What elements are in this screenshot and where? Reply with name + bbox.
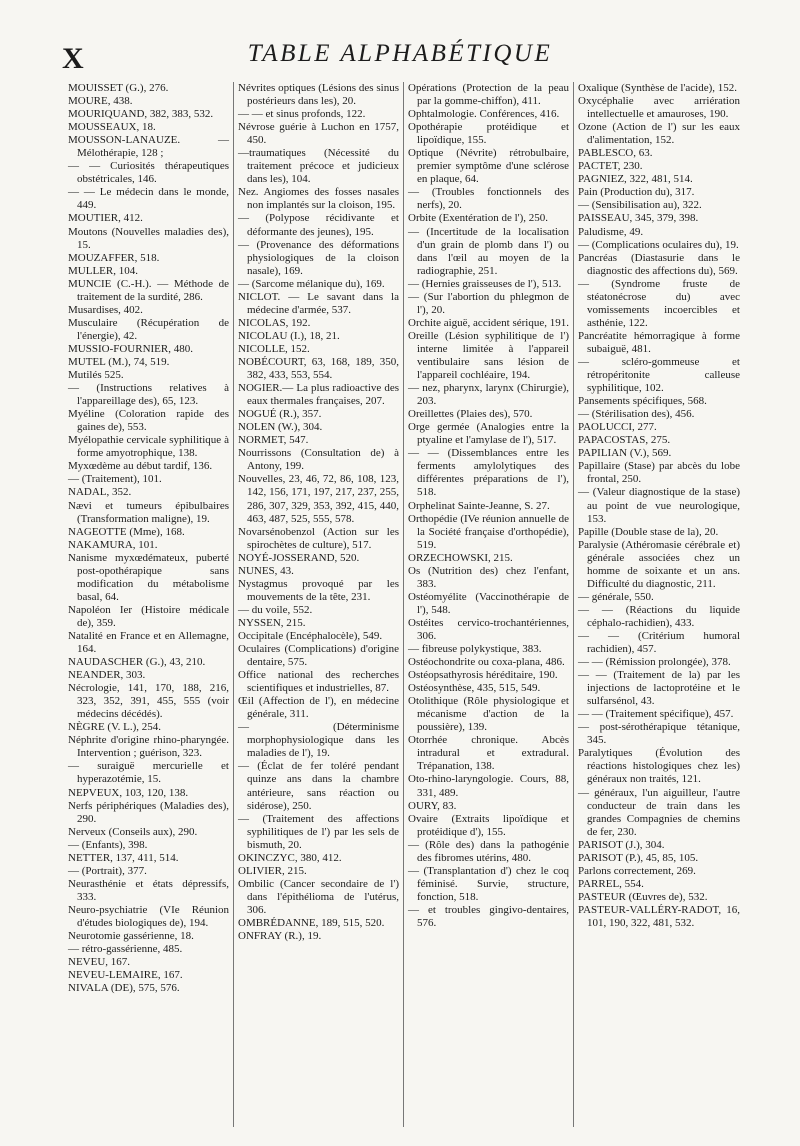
index-column-1 <box>64 82 234 1127</box>
index-entry: Ostéopsathyrosis héréditaire, 190. <box>408 669 558 682</box>
index-entry: PAPACOSTAS, 275. <box>578 434 671 447</box>
index-entry: — et troubles gingivo-dentaires, 576. <box>408 903 569 929</box>
index-entry: — (Sur l'abortion du phlegmon de l'), 20. <box>408 290 569 316</box>
index-entry: — — (Réactions du liquide céphalo-rachidien), 433. <box>578 603 740 629</box>
index-entry: — — (Rémission prolongée), 378. <box>578 656 731 669</box>
index-entry: Paralysie (Athéromasie cérébrale et) générale associées chez un homme de soixante et un ans. Difficulté du diagnostic, 211. <box>578 538 740 590</box>
index-entry: NICLOT. — Le savant dans la médecine d'armée, 537. <box>238 290 399 316</box>
index-entry: — (Syndrome fruste de stéatonécrose du) avec vomissements incoercibles et asthénie, 122. <box>578 277 740 329</box>
index-entry: Ozone (Action de l') sur les eaux d'alimentation, 152. <box>578 121 740 147</box>
index-entry: — (Incertitude de la localisation d'un grain de plomb dans l') ou dans l'œil au moyen de la radiographie, 251. <box>408 225 569 277</box>
index-entry: Moutons (Nouvelles maladies des), 15. <box>68 225 229 251</box>
index-entry: — (Traitement), 101. <box>68 473 162 486</box>
index-entry: PARREL, 554. <box>578 877 644 890</box>
index-entry: Nystagmus provoqué par les mouvements de la tête, 231. <box>238 577 399 603</box>
index-entry: MOUTIER, 412. <box>68 212 143 225</box>
index-entry: Nourrissons (Consultation de) à Antony, 199. <box>238 447 399 473</box>
index-entry: MOURIQUAND, 382, 383, 532. <box>68 108 214 121</box>
index-entry: — — Curiosités thérapeutiques obstétricales, 146. <box>68 160 229 186</box>
index-entry: Nez. Angiomes des fosses nasales non implantés sur la cloison, 195. <box>238 186 399 212</box>
index-entry: OLIVIER, 215. <box>238 864 307 877</box>
index-entry: PASTEUR (Œuvres de), 532. <box>578 890 708 903</box>
index-entry: — (Instructions relatives à l'appareillage des), 65, 123. <box>68 382 229 408</box>
index-entry: — post-sérothérapique tétanique, 345. <box>578 721 740 747</box>
index-entry: NOGIER.— La plus radioactive des eaux thermales françaises, 207. <box>238 382 399 408</box>
index-entry: Pancréatite hémorragique à forme subaiguë, 481. <box>578 329 740 355</box>
index-entry: Office national des recherches scientifiques et industrielles, 87. <box>238 669 399 695</box>
index-entry: NICOLLE, 152. <box>238 342 310 355</box>
index-entry: PAGNIEZ, 322, 481, 514. <box>578 173 693 186</box>
index-entry: — (Transplantation d') chez le coq féminisé. Survie, structure, fonction, 518. <box>408 864 569 903</box>
index-entry: — (Stérilisation des), 456. <box>578 408 695 421</box>
index-entry: Néphrite d'origine rhino-pharyngée. Intervention ; guérison, 323. <box>68 734 229 760</box>
index-entry: Pancréas (Diastasurie dans le diagnostic des affections du), 569. <box>578 251 740 277</box>
index-entry: Oreille (Lésion syphilitique de l') interne limitée à l'appareil ventibulaire sans lésion de l'appareil cochléaire, 194. <box>408 329 569 382</box>
index-column-3 <box>404 82 574 1127</box>
index-entry: — nez, pharynx, larynx (Chirurgie), 203. <box>408 382 569 408</box>
index-entry: Natalité en France et en Allemagne, 164. <box>68 629 229 656</box>
index-entry: NICOLAS, 192. <box>238 316 311 329</box>
index-entry: Paludisme, 49. <box>578 225 644 238</box>
index-entry: Oculaires (Complications) d'origine dentaire, 575. <box>238 643 399 669</box>
index-entry: Occipitale (Encéphalocèle), 549. <box>238 629 383 642</box>
index-entry: Myéline (Coloration rapide des gaines de), 553. <box>68 408 229 434</box>
index-entry: PABLESCO, 63. <box>578 147 653 160</box>
index-entry: PARISOT (J.), 304. <box>578 838 665 851</box>
index-entry: MUSSIO-FOURNIER, 480. <box>68 342 193 355</box>
index-entry: — — et sinus profonds, 122. <box>238 108 366 121</box>
index-entry: Nouvelles, 23, 46, 72, 86, 108, 123, 142, 156, 171, 197, 217, 237, 255, 286, 307, 329, 353, 392, 415, 440, 463, 487, 525, 555, 578. <box>238 473 399 525</box>
index-entry: — (Portrait), 377. <box>68 864 147 877</box>
index-entry: Ostéomyélite (Vaccinothérapie de l'), 548. <box>408 590 569 616</box>
index-entry: — (Déterminisme morphophysiologique dans les maladies de l'), 19. <box>238 721 399 760</box>
index-entry: Musculaire (Récupération de l'énergie), 42. <box>68 316 229 342</box>
index-entry: — fibreuse polykystique, 383. <box>408 643 542 656</box>
index-entry: — (Enfants), 398. <box>68 838 148 851</box>
index-entry: Oxalique (Synthèse de l'acide), 152. <box>578 82 737 94</box>
page-number: X <box>62 42 85 75</box>
index-entry: NEPVEUX, 103, 120, 138. <box>68 786 189 799</box>
index-entry: MOURE, 438. <box>68 95 133 108</box>
index-column-2 <box>234 82 404 1127</box>
index-entry: NOLEN (W.), 304. <box>238 421 323 434</box>
index-entry: ORZECHOWSKI, 215. <box>408 551 513 564</box>
index-entry: MULLER, 104. <box>68 264 138 277</box>
index-entry: Nerveux (Conseils aux), 290. <box>68 825 198 838</box>
index-entry: — générale, 550. <box>578 590 654 603</box>
index-entry: PAPILIAN (V.), 569. <box>578 447 672 460</box>
index-entry: PARISOT (P.), 45, 85, 105. <box>578 851 699 864</box>
index-entry: Optique (Névrite) rétrobulbaire, premier symptôme d'une sclérose en plaque, 64. <box>408 147 569 186</box>
index-entry: Neurotomie gassérienne, 18. <box>68 930 194 943</box>
index-entry: — (Polypose récidivante et déformante des jeunes), 195. <box>238 212 399 238</box>
index-entry: MOUSSEAUX, 18. <box>68 121 156 134</box>
index-entry: OURY, 83. <box>408 799 457 812</box>
index-entry: — (Éclat de fer toléré pendant quinze ans dans la chambre antérieure, sans réaction ou sidérose), 250. <box>238 760 399 812</box>
index-entry: Orge germée (Analogies entre la ptyaline et l'amylase de l'), 517. <box>408 421 569 447</box>
index-entry: Otolithique (Rôle physiologique et mécanisme d'action de la poussière), 139. <box>408 695 569 734</box>
index-entry: Os (Nutrition des) chez l'enfant, 383. <box>408 564 569 590</box>
index-entry: MOUSSON-LANAUZE. — Mélothérapie, 128 ; <box>68 134 229 160</box>
index-entry: Orchite aiguë, accident sérique, 191. <box>408 316 569 329</box>
index-entry: Papille (Double stase de la), 20. <box>578 525 719 538</box>
index-entry: — — (Traitement de la) par les injections de lactoprotéine et le sulfarsénol, 43. <box>578 669 740 708</box>
index-entry: MUTEL (M.), 74, 519. <box>68 355 170 368</box>
index-column-4 <box>574 82 744 1127</box>
index-entry: — (Sarcome mélanique du), 169. <box>238 277 385 290</box>
index-entry: Novarsénobenzol (Action sur les spirochètes de culture), 517. <box>238 525 399 551</box>
index-entry: MOUISSET (G.), 276. <box>68 82 169 94</box>
index-entry: Nécrologie, 141, 170, 188, 216, 323, 352, 391, 455, 555 (voir médecins décédés). <box>68 682 229 721</box>
index-entry: NETTER, 137, 411, 514. <box>68 851 179 864</box>
index-entry: Oreillettes (Plaies des), 570. <box>408 408 533 421</box>
index-entry: PASTEUR-VALLÉRY-RADOT, 16, 101, 190, 322, 481, 532. <box>578 903 740 929</box>
index-entry: Ostéosynthèse, 435, 515, 549. <box>408 682 541 695</box>
index-entry: Œil (Affection de l'), en médecine générale, 311. <box>238 695 399 721</box>
index-entry: — (Complications oculaires du), 19. <box>578 238 739 251</box>
index-entry: PAOLUCCI, 277. <box>578 421 657 434</box>
index-entry: OKINCZYC, 380, 412. <box>238 851 342 864</box>
index-entry: Napoléon Ier (Histoire médicale de), 359. <box>68 603 229 629</box>
index-entry: — — (Dissemblances entre les ferments amylolytiques des différentes préparations de l'), 518. <box>408 447 569 499</box>
index-entry: Opothérapie protéidique et lipoïdique, 155. <box>408 121 569 147</box>
index-entry: — (Traitement des affections syphilitiques de l') par les sels de bismuth, 20. <box>238 812 399 851</box>
index-entry: NAGEOTTE (Mme), 168. <box>68 525 185 538</box>
index-entry: NORMET, 547. <box>238 434 309 447</box>
index-entry: Orphelinat Sainte-Jeanne, S. 27. <box>408 499 550 512</box>
index-entry: — (Valeur diagnostique de la stase) au point de vue neurologique, 153. <box>578 486 740 525</box>
index-entry: Orbite (Exentération de l'), 250. <box>408 212 549 225</box>
index-entry: NEANDER, 303. <box>68 669 146 682</box>
index-entry: — suraiguë mercurielle et hyperazotémie, 15. <box>68 760 229 786</box>
index-entry: Papillaire (Stase) par abcès du lobe frontal, 250. <box>578 460 740 486</box>
index-entry: Nævi et tumeurs épibulbaires (Transformation maligne), 19. <box>68 499 229 525</box>
index-entry: Mutilés 525. <box>68 369 124 382</box>
index-entry: NUNES, 43. <box>238 564 294 577</box>
index-entry: Neurasthénie et états dépressifs, 333. <box>68 877 229 903</box>
index-entry: NOGUÉ (R.), 357. <box>238 408 322 421</box>
index-entry: NOBÉCOURT, 63, 168, 189, 350, 382, 433, 553, 554. <box>238 355 399 382</box>
index-entry: Myxœdème au début tardif, 136. <box>68 460 213 473</box>
index-entry: NEVEU-LEMAIRE, 167. <box>68 969 183 982</box>
index-entry: — généraux, l'un aiguilleur, l'autre conducteur de train dans les grandes Compagnies de chemins de fer, 230. <box>578 786 740 838</box>
index-entry: NEVEU, 167. <box>68 956 131 969</box>
index-entry: Ombilic (Cancer secondaire de l') dans l'épithélioma de l'utérus, 306. <box>238 877 399 916</box>
index-entry: Ovaire (Extraits lipoïdique et protéidique d'), 155. <box>408 812 569 838</box>
index-entry: Pain (Production du), 317. <box>578 186 695 199</box>
index-entry: — (Rôle des) dans la pathogénie des fibromes utérins, 480. <box>408 838 569 864</box>
index-entry: — (Troubles fonctionnels des nerfs), 20. <box>408 186 569 212</box>
index-entry: Neuro-psychiatrie (VIe Réunion d'études biologiques de), 194. <box>68 903 229 929</box>
page-header <box>0 38 800 78</box>
index-entry: — (Hernies graisseuses de l'), 513. <box>408 277 562 290</box>
running-title: TABLE ALPHABÉTIQUE <box>247 40 553 67</box>
index-entry: — — (Critérium humoral rachidien), 457. <box>578 629 740 656</box>
index-entry: Oto-rhino-laryngologie. Cours, 88, 331, 489. <box>408 773 569 799</box>
index-entry: NICOLAU (I.), 18, 21. <box>238 329 340 342</box>
index-entry: PACTET, 230. <box>578 160 643 173</box>
index-entry: NADAL, 352. <box>68 486 132 499</box>
index-entry: Névrites optiques (Lésions des sinus postérieurs dans les), 20. <box>238 82 399 108</box>
index-entry: — (Sensibilisation au), 322. <box>578 199 702 212</box>
index-entry: Oxycéphalie avec arriération intellectuelle et amauroses, 190. <box>578 95 740 121</box>
index-entry: — — (Traitement spécifique), 457. <box>578 708 734 721</box>
index-entry: NAKAMURA, 101. <box>68 538 158 551</box>
index-entry: Otorrhée chronique. Abcès intradural et extradural. Trépanation, 138. <box>408 734 569 773</box>
index-entry: Ostéochondrite ou coxa-plana, 486. <box>408 656 565 669</box>
index-entry: ONFRAY (R.), 19. <box>238 930 322 943</box>
index-entry: —traumatiques (Nécessité du traitement précoce et judicieux dans les), 104. <box>238 147 399 186</box>
index-columns <box>64 82 744 1132</box>
index-entry: — rétro-gassérienne, 485. <box>68 943 183 956</box>
index-entry: Paralytiques (Évolution des réactions histologiques chez les) généraux non traités, 121. <box>578 747 740 786</box>
index-entry: OMBRÉDANNE, 189, 515, 520. <box>238 917 385 929</box>
index-entry: MUNCIE (C.-H.). — Méthode de traitement de la surdité, 286. <box>68 277 229 303</box>
index-entry: Névrose guérie à Luchon en 1757, 450. <box>238 121 399 147</box>
index-entry: NAUDASCHER (G.), 43, 210. <box>68 656 206 669</box>
index-entry: NYSSEN, 215. <box>238 616 306 629</box>
index-entry: Nanisme myxœdémateux, puberté post-opothérapique sans modification du métabolisme basal, 64. <box>68 551 229 603</box>
index-entry: Orthopédie (IVe réunion annuelle de la Société française d'orthopédie), 519. <box>408 512 569 551</box>
index-entry: Ophtalmologie. Conférences, 416. <box>408 108 560 121</box>
index-entry: Pansements spécifiques, 568. <box>578 395 707 408</box>
index-entry: Myélopathie cervicale syphilitique à forme amyotrophique, 138. <box>68 434 229 460</box>
index-entry: NÈGRE (V. L.), 254. <box>68 721 161 734</box>
index-entry: Parlons correctement, 269. <box>578 864 696 877</box>
index-entry: Musardises, 402. <box>68 303 143 316</box>
index-entry: MOUZAFFER, 518. <box>68 251 160 264</box>
index-entry: Ostéites cervico-trochantériennes, 306. <box>408 616 569 642</box>
index-entry: NIVALA (DE), 575, 576. <box>68 982 180 995</box>
index-entry: Opérations (Protection de la peau par la gomme-chiffon), 411. <box>408 82 569 108</box>
index-entry: — scléro-gommeuse et rétropéritonite calleuse syphilitique, 102. <box>578 355 740 395</box>
index-entry: — du voile, 552. <box>238 603 313 616</box>
index-entry: NOYÉ-JOSSERAND, 520. <box>238 551 360 564</box>
index-entry: — — Le médecin dans le monde, 449. <box>68 186 229 212</box>
index-entry: Nerfs périphériques (Maladies des), 290. <box>68 799 229 825</box>
index-entry: — (Provenance des déformations physiologiques de la cloison nasale), 169. <box>238 238 399 277</box>
index-entry: PAISSEAU, 345, 379, 398. <box>578 212 699 225</box>
